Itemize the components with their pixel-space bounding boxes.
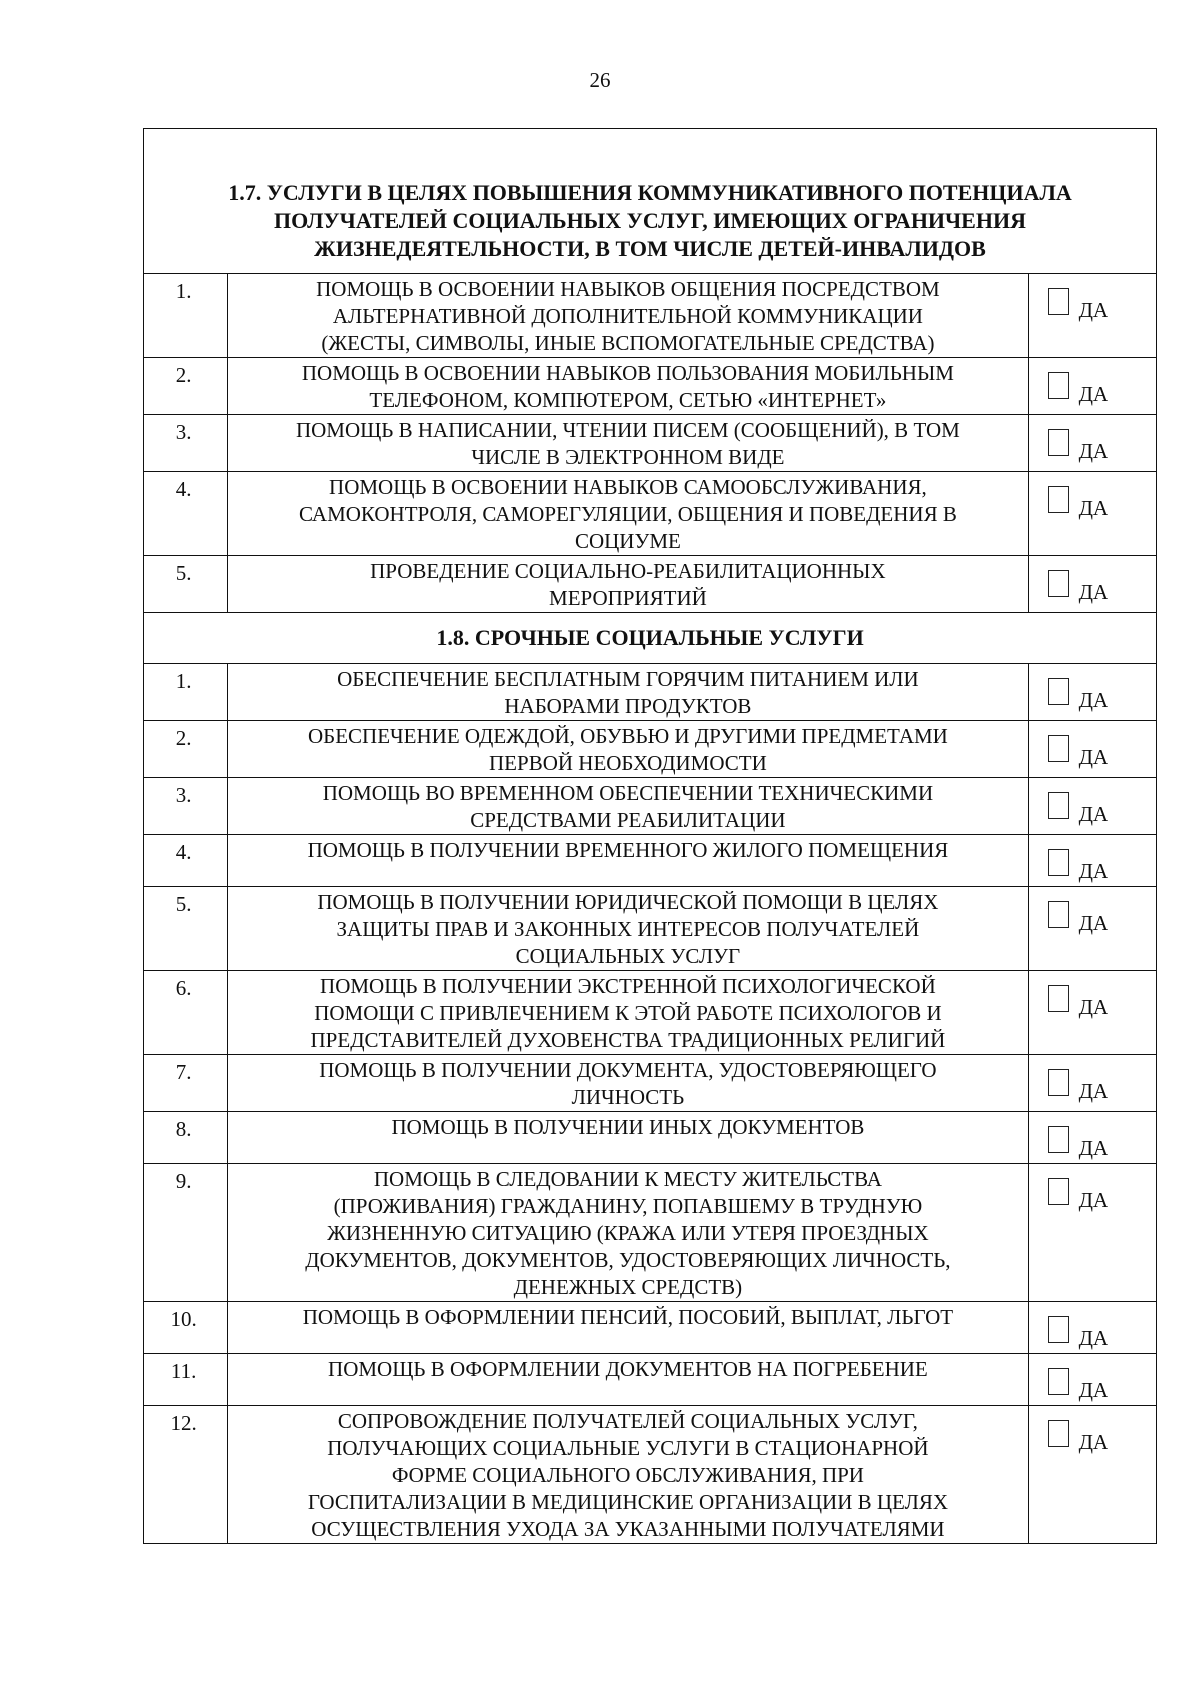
service-row [144,274,1157,358]
service-description-line: НАБОРАМИ ПРОДУКТОВ [504,694,752,718]
service-description-line: САМОКОНТРОЛЯ, САМОРЕГУЛЯЦИИ, ОБЩЕНИЯ И ПОВЕДЕНИЯ В [298,502,957,526]
yes-option-cell [1028,971,1156,1055]
yes-option-cell [1028,472,1156,556]
yes-label: ДА [1078,1136,1109,1160]
yes-option-cell [1028,664,1156,721]
checkbox[interactable] [1048,429,1069,456]
yes-label: ДА [1078,496,1109,520]
yes-label: ДА [1078,1079,1109,1103]
service-row [144,971,1157,1055]
service-description-line: ЛИЧНОСТЬ [571,1085,685,1109]
service-description-line: СОЦИАЛЬНЫХ УСЛУГ [515,944,741,968]
service-description [228,887,1028,971]
checkbox[interactable] [1048,288,1069,315]
yes-label: ДА [1078,688,1109,712]
item-number: 3. [144,778,228,835]
checkbox[interactable] [1048,985,1069,1012]
service-row [144,472,1157,556]
service-description [228,664,1028,721]
service-description-line: ОСУЩЕСТВЛЕНИЯ УХОДА ЗА УКАЗАННЫМИ ПОЛУЧАТЕЛЯМИ [311,1517,945,1541]
checkbox[interactable] [1048,1368,1069,1395]
service-description [228,1302,1028,1354]
service-description-line: ПОМОЩЬ В ПОЛУЧЕНИИ ДОКУМЕНТА, УДОСТОВЕРЯЮЩЕГО [319,1058,937,1082]
item-number: 5. [144,556,228,613]
yes-option[interactable] [1048,372,1109,406]
yes-option-cell [1028,1164,1156,1302]
section-title [144,613,1157,664]
section-title-line: 1.8. СРОЧНЫЕ СОЦИАЛЬНЫЕ УСЛУГИ [436,625,864,650]
yes-option[interactable] [1048,429,1109,463]
yes-label: ДА [1078,382,1109,406]
service-description-line: ПОЛУЧАЮЩИХ СОЦИАЛЬНЫЕ УСЛУГИ В СТАЦИОНАРНОЙ [327,1436,929,1460]
service-description-line: ОБЕСПЕЧЕНИЕ ОДЕЖДОЙ, ОБУВЬЮ И ДРУГИМИ ПРЕДМЕТАМИ [307,724,948,748]
service-row [144,835,1157,887]
yes-option[interactable] [1048,486,1109,520]
page-number: 26 [589,68,611,92]
yes-option-cell [1028,274,1156,358]
yes-option[interactable] [1048,678,1109,712]
checkbox[interactable] [1048,1069,1069,1096]
checkbox[interactable] [1048,1126,1069,1153]
yes-label: ДА [1078,1326,1109,1350]
yes-option[interactable] [1048,901,1109,935]
service-row [144,556,1157,613]
service-description-line: ФОРМЕ СОЦИАЛЬНОГО ОБСЛУЖИВАНИЯ, ПРИ [391,1463,864,1487]
service-description-line: ПОМОЩЬ В ОСВОЕНИИ НАВЫКОВ ПОЛЬЗОВАНИЯ МОБИЛЬНЫМ [301,361,954,385]
section-title-line: ПОЛУЧАТЕЛЕЙ СОЦИАЛЬНЫХ УСЛУГ, ИМЕЮЩИХ ОГРАНИЧЕНИЯ [274,208,1026,233]
service-description-line: ПОМОЩЬ В ОФОРМЛЕНИИ ПЕНСИЙ, ПОСОБИЙ, ВЫПЛАТ, ЛЬГОТ [302,1305,954,1329]
item-number: 2. [144,358,228,415]
service-description-line: ЖИЗНЕННУЮ СИТУАЦИЮ (КРАЖА ИЛИ УТЕРЯ ПРОЕЗДНЫХ [327,1221,929,1245]
yes-option[interactable] [1048,792,1109,826]
service-row [144,1302,1157,1354]
yes-label: ДА [1078,859,1109,883]
service-description-line: ПОМОЩЬ ВО ВРЕМЕННОМ ОБЕСПЕЧЕНИИ ТЕХНИЧЕСКИМИ [322,781,934,805]
yes-option[interactable] [1048,1420,1109,1454]
item-number: 3. [144,415,228,472]
yes-option-cell [1028,1112,1156,1164]
service-description [228,1164,1028,1302]
item-number: 1. [144,664,228,721]
service-description [228,472,1028,556]
checkbox[interactable] [1048,1420,1069,1447]
service-row [144,1055,1157,1112]
service-description [228,274,1028,358]
service-description [228,778,1028,835]
service-row [144,664,1157,721]
yes-label: ДА [1078,298,1109,322]
yes-option-cell [1028,358,1156,415]
service-description-line: ЧИСЛЕ В ЭЛЕКТРОННОМ ВИДЕ [471,445,785,469]
checkbox[interactable] [1048,849,1069,876]
yes-option-cell [1028,1302,1156,1354]
yes-option[interactable] [1048,1178,1109,1212]
item-number: 11. [144,1354,228,1406]
service-description [228,1112,1028,1164]
yes-option[interactable] [1048,1368,1109,1402]
service-row [144,721,1157,778]
service-description [228,721,1028,778]
section-title-line: ЖИЗНЕДЕЯТЕЛЬНОСТИ, В ТОМ ЧИСЛЕ ДЕТЕЙ-ИНВАЛИДОВ [314,236,986,261]
checkbox[interactable] [1048,372,1069,399]
yes-option-cell [1028,721,1156,778]
yes-label: ДА [1078,580,1109,604]
checkbox[interactable] [1048,735,1069,762]
yes-option[interactable] [1048,1069,1109,1103]
item-number: 10. [144,1302,228,1354]
section-title [144,129,1157,274]
service-description [228,1354,1028,1406]
service-description-line: ПОМОЩЬ В ПОЛУЧЕНИИ ВРЕМЕННОГО ЖИЛОГО ПОМЕЩЕНИЯ [307,838,949,862]
item-number: 8. [144,1112,228,1164]
service-description [228,835,1028,887]
yes-label: ДА [1078,995,1109,1019]
service-description-line: ПОМОЩЬ В ОСВОЕНИИ НАВЫКОВ САМООБСЛУЖИВАНИЯ, [329,475,927,499]
checkbox[interactable] [1048,678,1069,705]
yes-option-cell [1028,887,1156,971]
yes-option[interactable] [1048,985,1109,1019]
yes-label: ДА [1078,911,1109,935]
item-number: 4. [144,835,228,887]
item-number: 2. [144,721,228,778]
service-description-line: ГОСПИТАЛИЗАЦИИ В МЕДИЦИНСКИЕ ОРГАНИЗАЦИИ В ЦЕЛЯХ [307,1490,948,1514]
item-number: 7. [144,1055,228,1112]
service-description-line: ОБЕСПЕЧЕНИЕ БЕСПЛАТНЫМ ГОРЯЧИМ ПИТАНИЕМ ИЛИ [337,667,919,691]
checkbox[interactable] [1048,792,1069,819]
yes-label: ДА [1078,802,1109,826]
service-description-line: ПОМОЩЬ В ОСВОЕНИИ НАВЫКОВ ОБЩЕНИЯ ПОСРЕДСТВОМ [316,277,940,301]
service-description-line: ПОМОЩЬ В НАПИСАНИИ, ЧТЕНИИ ПИСЕМ (СООБЩЕНИЙ), В ТОМ [295,418,960,442]
service-description-line: СОПРОВОЖДЕНИЕ ПОЛУЧАТЕЛЕЙ СОЦИАЛЬНЫХ УСЛУГ, [337,1409,918,1433]
yes-label: ДА [1078,439,1109,463]
service-description-line: ПЕРВОЙ НЕОБХОДИМОСТИ [489,751,767,775]
service-description-line: СРЕДСТВАМИ РЕАБИЛИТАЦИИ [470,808,786,832]
services-form-table [143,128,1157,1544]
yes-label: ДА [1078,1430,1109,1454]
service-description-line: ПРЕДСТАВИТЕЛЕЙ ДУХОВЕНСТВА ТРАДИЦИОННЫХ РЕЛИГИЙ [310,1028,946,1052]
section-header-row [144,129,1157,274]
service-description-line: ПОМОЩЬ В ПОЛУЧЕНИИ ИНЫХ ДОКУМЕНТОВ [391,1115,865,1139]
yes-label: ДА [1078,745,1109,769]
service-row [144,358,1157,415]
yes-option[interactable] [1048,1126,1109,1160]
service-description-line: ПОМОЩЬ В ПОЛУЧЕНИИ ЮРИДИЧЕСКОЙ ПОМОЩИ В ЦЕЛЯХ [317,890,939,914]
service-description-line: ДОКУМЕНТОВ, ДОКУМЕНТОВ, УДОСТОВЕРЯЮЩИХ ЛИЧНОСТЬ, [305,1248,951,1272]
yes-option-cell [1028,1354,1156,1406]
service-description [228,358,1028,415]
service-row [144,1112,1157,1164]
service-description-line: ПОМОЩЬ В ПОЛУЧЕНИИ ЭКСТРЕННОЙ ПСИХОЛОГИЧЕСКОЙ [320,974,936,998]
item-number: 12. [144,1406,228,1544]
yes-option-cell [1028,415,1156,472]
service-description [228,1406,1028,1544]
yes-option-cell [1028,556,1156,613]
service-description [228,556,1028,613]
service-description-line: АЛЬТЕРНАТИВНОЙ ДОПОЛНИТЕЛЬНОЙ КОММУНИКАЦИИ [332,304,923,328]
service-description-line: МЕРОПРИЯТИЙ [549,586,707,610]
service-description-line: ПОМОЩЬ В СЛЕДОВАНИИ К МЕСТУ ЖИТЕЛЬСТВА [373,1167,882,1191]
yes-label: ДА [1078,1378,1109,1402]
item-number: 4. [144,472,228,556]
yes-option[interactable] [1048,288,1109,322]
checkbox[interactable] [1048,1316,1069,1343]
yes-option-cell [1028,1406,1156,1544]
yes-option[interactable] [1048,1316,1109,1350]
section-header-row [144,613,1157,664]
yes-label: ДА [1078,1188,1109,1212]
service-description-line: (ПРОЖИВАНИЯ) ГРАЖДАНИНУ, ПОПАВШЕМУ В ТРУДНУЮ [333,1194,923,1218]
item-number: 5. [144,887,228,971]
service-row [144,415,1157,472]
service-description-line: ДЕНЕЖНЫХ СРЕДСТВ) [513,1275,743,1299]
yes-option[interactable] [1048,849,1109,883]
service-description-line: ТЕЛЕФОНОМ, КОМПЮТЕРОМ, СЕТЬЮ «ИНТЕРНЕТ» [369,388,887,412]
yes-option-cell [1028,778,1156,835]
checkbox[interactable] [1048,570,1069,597]
service-description-line: ПОМОЩЬ В ОФОРМЛЕНИИ ДОКУМЕНТОВ НА ПОГРЕБЕНИЕ [328,1357,928,1381]
service-description [228,415,1028,472]
service-description-line: ПРОВЕДЕНИЕ СОЦИАЛЬНО-РЕАБИЛИТАЦИОННЫХ [370,559,886,583]
yes-option[interactable] [1048,570,1109,604]
item-number: 1. [144,274,228,358]
yes-option-cell [1028,835,1156,887]
service-description-line: СОЦИУМЕ [574,529,681,553]
service-description-line: ЗАЩИТЫ ПРАВ И ЗАКОННЫХ ИНТЕРЕСОВ ПОЛУЧАТЕЛЕЙ [336,917,920,941]
checkbox[interactable] [1048,1178,1069,1205]
service-row [144,778,1157,835]
service-description-line: ПОМОЩИ С ПРИВЛЕЧЕНИЕМ К ЭТОЙ РАБОТЕ ПСИХОЛОГОВ И [314,1001,942,1025]
service-row [144,1406,1157,1544]
service-row [144,1164,1157,1302]
yes-option[interactable] [1048,735,1109,769]
item-number: 6. [144,971,228,1055]
service-row [144,887,1157,971]
service-description [228,1055,1028,1112]
service-description [228,971,1028,1055]
service-description-line: (ЖЕСТЫ, СИМВОЛЫ, ИНЫЕ ВСПОМОГАТЕЛЬНЫЕ СРЕДСТВА) [321,331,935,355]
section-title-line: 1.7. УСЛУГИ В ЦЕЛЯХ ПОВЫШЕНИЯ КОММУНИКАТИВНОГО ПОТЕНЦИАЛА [228,180,1072,205]
checkbox[interactable] [1048,486,1069,513]
item-number: 9. [144,1164,228,1302]
service-row [144,1354,1157,1406]
yes-option-cell [1028,1055,1156,1112]
checkbox[interactable] [1048,901,1069,928]
